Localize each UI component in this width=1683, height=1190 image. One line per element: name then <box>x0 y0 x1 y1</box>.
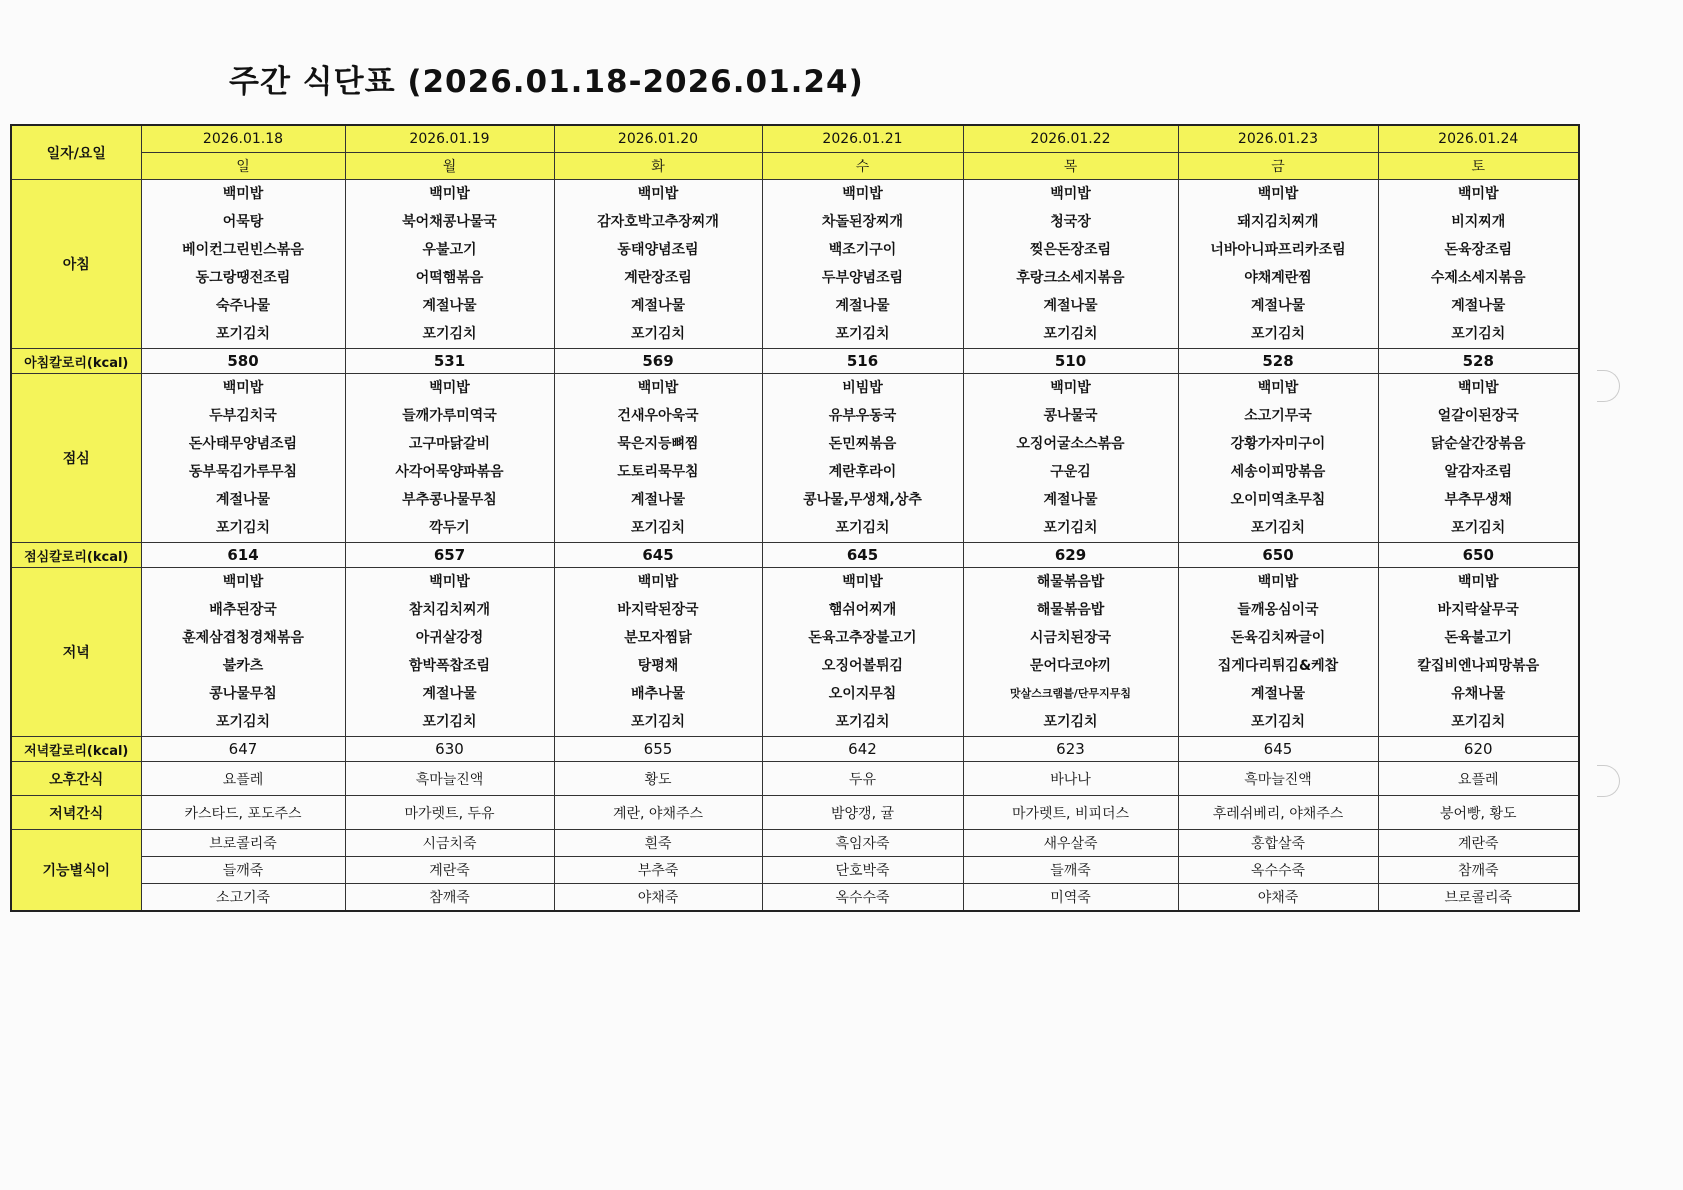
dish-item: 콩나물,무생채,상추 <box>803 492 922 508</box>
dish-item: 돈육불고기 <box>1444 630 1513 646</box>
functional-diet-item: 야채죽 <box>1178 884 1378 912</box>
lunch-kcal-value: 650 <box>1378 543 1579 568</box>
dish-item: 후랑크소세지볶음 <box>1016 270 1125 286</box>
breakfast-kcal-value: 510 <box>963 349 1178 374</box>
dish-item: 차돌된장찌개 <box>821 214 904 230</box>
dish-item: 포기김치 <box>1250 714 1306 730</box>
functional-diet-label: 기능별식이 <box>11 830 141 912</box>
dish-item: 백미밥 <box>1457 186 1499 202</box>
dish-item: 배추된장국 <box>209 602 277 618</box>
dish-item: 어떡햄볶음 <box>415 270 484 286</box>
afternoon-snack-item: 요플레 <box>141 762 345 796</box>
date-header: 2026.01.21 <box>762 125 963 153</box>
dinner-kcal-value: 655 <box>554 737 762 762</box>
evening-snack-item: 밤양갱, 귤 <box>762 796 963 830</box>
dish-item: 포기김치 <box>422 326 477 342</box>
dish-item: 비지찌개 <box>1451 214 1506 230</box>
dish-item: 알감자조림 <box>1444 464 1513 480</box>
breakfast-kcal-label: 아침칼로리(kcal) <box>11 349 141 374</box>
dish-item: 백미밥 <box>1050 380 1091 396</box>
functional-diet-item: 미역죽 <box>963 884 1178 912</box>
dish-item: 불카츠 <box>222 658 264 674</box>
weekday-header: 토 <box>1378 153 1579 180</box>
dish-item: 백미밥 <box>637 574 679 590</box>
dish-item: 바지락살무국 <box>1437 602 1519 618</box>
date-header: 2026.01.19 <box>345 125 554 153</box>
dish-item: 오징어볼튀김 <box>821 658 904 674</box>
dish-item: 비빔밥 <box>842 380 883 396</box>
weekday-header: 금 <box>1178 153 1378 180</box>
dish-item: 어묵탕 <box>222 214 264 230</box>
lunch-kcal-value: 657 <box>345 543 554 568</box>
dish-item: 돈육고추장불고기 <box>808 630 917 646</box>
dish-item: 포기김치 <box>630 520 686 536</box>
dinner-menu-cell <box>345 568 554 737</box>
dish-item: 포기김치 <box>1250 520 1306 536</box>
dish-item: 계절나물 <box>1250 686 1306 702</box>
dish-item: 돼지김치찌개 <box>1237 214 1319 230</box>
dish-item: 분모자찜닭 <box>624 630 692 646</box>
dish-item: 콩나물무침 <box>209 686 277 702</box>
dish-item: 함박폭찹조림 <box>408 658 491 674</box>
dish-item: 계절나물 <box>215 492 271 508</box>
dish-item: 너바아니파프리카조림 <box>1210 242 1346 258</box>
dish-item: 청국장 <box>1050 214 1091 230</box>
dish-item: 묵은지등뼈찜 <box>617 436 699 452</box>
afternoon-snack-item: 흑마늘진액 <box>345 762 554 796</box>
dish-item: 유채나물 <box>1451 686 1506 702</box>
lunch-kcal-value: 629 <box>963 543 1178 568</box>
dinner-kcal-value: 645 <box>1178 737 1378 762</box>
dish-item: 깍두기 <box>429 520 470 536</box>
functional-diet-item: 브로콜리죽 <box>1378 884 1579 912</box>
dish-item: 포기김치 <box>630 714 686 730</box>
dinner-kcal-value: 620 <box>1378 737 1579 762</box>
lunch-kcal-label: 점심칼로리(kcal) <box>11 543 141 568</box>
dish-item: 얼갈이된장국 <box>1437 408 1519 424</box>
dinner-menu-cell <box>141 568 345 737</box>
dish-item: 백미밥 <box>637 186 679 202</box>
dish-item: 콩나물국 <box>1043 408 1098 424</box>
date-header: 2026.01.18 <box>141 125 345 153</box>
dish-item: 오이지무침 <box>828 686 897 702</box>
dish-item: 배추나물 <box>630 686 686 702</box>
dish-item: 돈민찌볶음 <box>828 436 897 452</box>
dish-item: 백미밥 <box>222 380 264 396</box>
afternoon-snack-item: 두유 <box>762 762 963 796</box>
dish-item: 계절나물 <box>630 298 686 314</box>
dish-item: 구운김 <box>1050 464 1091 480</box>
dish-item: 세송이피망볶음 <box>1230 464 1326 480</box>
lunch-menu-cell <box>1378 374 1579 543</box>
dish-item: 훈제삼겹청경채볶음 <box>182 630 304 646</box>
dish-item: 포기김치 <box>630 326 686 342</box>
dinner-menu-cell <box>1178 568 1378 737</box>
dish-item: 두부양념조림 <box>821 270 904 286</box>
dish-item: 오이미역초무침 <box>1230 492 1326 508</box>
functional-diet-item: 소고기죽 <box>141 884 345 912</box>
dish-item: 포기김치 <box>835 326 890 342</box>
date-header: 2026.01.23 <box>1178 125 1378 153</box>
lunch-kcal-value: 614 <box>141 543 345 568</box>
dish-item: 도토리묵무침 <box>617 464 699 480</box>
dish-item: 계절나물 <box>422 298 477 314</box>
evening-snack-item: 붕어빵, 황도 <box>1378 796 1579 830</box>
dish-item: 포기김치 <box>215 714 271 730</box>
lunch-menu-cell <box>762 374 963 543</box>
functional-diet-item: 참깨죽 <box>1378 857 1579 884</box>
date-header: 2026.01.22 <box>963 125 1178 153</box>
dinner-menu-cell <box>963 568 1178 737</box>
afternoon-snack-item: 흑마늘진액 <box>1178 762 1378 796</box>
dish-item: 고구마닭갈비 <box>408 436 491 452</box>
dish-item: 백미밥 <box>1257 380 1299 396</box>
weekday-header: 월 <box>345 153 554 180</box>
date-header: 2026.01.20 <box>554 125 762 153</box>
dish-item: 포기김치 <box>1043 326 1098 342</box>
dish-item: 참치김치찌개 <box>408 602 491 618</box>
breakfast-kcal-value: 569 <box>554 349 762 374</box>
afternoon-snack-label: 오후간식 <box>11 762 141 796</box>
functional-diet-item: 야채죽 <box>554 884 762 912</box>
dish-item: 베이컨그린빈스볶음 <box>182 242 304 258</box>
dish-item: 백미밥 <box>1457 574 1499 590</box>
dish-item: 문어다코야끼 <box>1029 658 1112 674</box>
dinner-kcal-value: 630 <box>345 737 554 762</box>
dish-item: 계란후라이 <box>828 464 897 480</box>
functional-diet-item: 계란죽 <box>1378 830 1579 857</box>
dish-item: 숙주나물 <box>215 298 271 314</box>
weekday-header: 수 <box>762 153 963 180</box>
dish-item: 포기김치 <box>835 714 890 730</box>
breakfast-menu-cell <box>345 180 554 349</box>
dish-item: 포기김치 <box>1043 520 1098 536</box>
breakfast-label: 아침 <box>11 180 141 349</box>
functional-diet-item: 흰죽 <box>554 830 762 857</box>
dish-item: 포기김치 <box>1451 326 1506 342</box>
dinner-kcal-label: 저녁칼로리(kcal) <box>11 737 141 762</box>
dish-item: 부추무생채 <box>1444 492 1513 508</box>
dish-item: 백미밥 <box>222 186 264 202</box>
dish-item: 계절나물 <box>1451 298 1506 314</box>
dish-item: 계절나물 <box>422 686 477 702</box>
dish-item: 사각어묵양파볶음 <box>395 464 504 480</box>
dish-item: 돈육김치짜글이 <box>1230 630 1326 646</box>
dish-item: 동부묵김가루무침 <box>188 464 298 480</box>
date-header: 2026.01.24 <box>1378 125 1579 153</box>
dinner-menu-cell <box>1378 568 1579 737</box>
dish-item: 백미밥 <box>222 574 264 590</box>
breakfast-kcal-value: 528 <box>1178 349 1378 374</box>
dish-item: 백미밥 <box>842 574 883 590</box>
dish-item: 동태양념조림 <box>617 242 699 258</box>
dish-item: 아귀살강정 <box>415 630 484 646</box>
breakfast-kcal-value: 528 <box>1378 349 1579 374</box>
functional-diet-item: 들깨죽 <box>963 857 1178 884</box>
dish-item: 집게다리튀김&케찹 <box>1217 658 1339 674</box>
functional-diet-item: 단호박죽 <box>762 857 963 884</box>
dish-item: 포기김치 <box>1451 520 1506 536</box>
lunch-label: 점심 <box>11 374 141 543</box>
weekly-menu-table <box>10 124 1580 912</box>
lunch-menu-cell <box>963 374 1178 543</box>
dish-item: 찢은돈장조림 <box>1029 242 1112 258</box>
dish-item: 백미밥 <box>1050 186 1091 202</box>
functional-diet-item: 옥수수죽 <box>1178 857 1378 884</box>
afternoon-snack-item: 바나나 <box>963 762 1178 796</box>
dish-item: 백미밥 <box>1257 574 1299 590</box>
dish-item: 오징어굴소스볶음 <box>1016 436 1125 452</box>
dish-item: 강황가자미구이 <box>1230 436 1326 452</box>
dish-item: 맛살스크램블/단무지무침 <box>1010 687 1131 700</box>
lunch-kcal-value: 650 <box>1178 543 1378 568</box>
dish-item: 바지락된장국 <box>617 602 699 618</box>
binder-hole-mark <box>1597 765 1620 797</box>
dish-item: 해물볶음밥 <box>1036 574 1105 590</box>
functional-diet-item: 흑임자죽 <box>762 830 963 857</box>
breakfast-menu-cell <box>554 180 762 349</box>
dish-item: 포기김치 <box>422 714 477 730</box>
dish-item: 야채계란찜 <box>1244 270 1312 286</box>
dish-item: 포기김치 <box>1451 714 1506 730</box>
functional-diet-item: 참깨죽 <box>345 884 554 912</box>
dish-item: 백조기구이 <box>828 242 897 258</box>
dish-item: 계절나물 <box>1250 298 1306 314</box>
functional-diet-item: 부추죽 <box>554 857 762 884</box>
dish-item: 칼집비엔나피망볶음 <box>1417 658 1540 674</box>
dish-item: 포기김치 <box>215 326 271 342</box>
breakfast-menu-cell <box>963 180 1178 349</box>
dish-item: 소고기무국 <box>1244 408 1312 424</box>
binder-hole-mark <box>1597 370 1620 402</box>
dish-item: 들깨옹심이국 <box>1237 602 1319 618</box>
evening-snack-item: 마가렛트, 두유 <box>345 796 554 830</box>
functional-diet-item: 홍합살죽 <box>1178 830 1378 857</box>
dish-item: 포기김치 <box>215 520 271 536</box>
dish-item: 백미밥 <box>429 380 470 396</box>
functional-diet-item: 계란죽 <box>345 857 554 884</box>
breakfast-kcal-value: 516 <box>762 349 963 374</box>
dish-item: 돈육장조림 <box>1444 242 1513 258</box>
lunch-menu-cell <box>554 374 762 543</box>
dish-item: 탕평채 <box>637 658 679 674</box>
dish-item: 계란장조림 <box>624 270 692 286</box>
dish-item: 계절나물 <box>1043 492 1098 508</box>
evening-snack-item: 후레쉬베리, 야채주스 <box>1178 796 1378 830</box>
evening-snack-item: 마가렛트, 비피더스 <box>963 796 1178 830</box>
dish-item: 햄쉬어찌개 <box>828 602 897 618</box>
dinner-menu-cell <box>554 568 762 737</box>
dish-item: 들깨가루미역국 <box>402 408 497 424</box>
breakfast-menu-cell <box>1378 180 1579 349</box>
dish-item: 유부우동국 <box>828 408 897 424</box>
dish-item: 백미밥 <box>637 380 679 396</box>
dinner-kcal-value: 623 <box>963 737 1178 762</box>
dish-item: 백미밥 <box>842 186 883 202</box>
dish-item: 돈사태무양념조림 <box>188 436 298 452</box>
lunch-menu-cell <box>141 374 345 543</box>
weekday-header: 일 <box>141 153 345 180</box>
breakfast-kcal-value: 531 <box>345 349 554 374</box>
evening-snack-item: 계란, 야채주스 <box>554 796 762 830</box>
dish-item: 백미밥 <box>429 186 470 202</box>
evening-snack-item: 카스타드, 포도주스 <box>141 796 345 830</box>
dish-item: 백미밥 <box>429 574 470 590</box>
dish-item: 계절나물 <box>630 492 686 508</box>
lunch-kcal-value: 645 <box>554 543 762 568</box>
lunch-kcal-value: 645 <box>762 543 963 568</box>
breakfast-kcal-value: 580 <box>141 349 345 374</box>
dish-item: 건새우아욱국 <box>617 408 699 424</box>
evening-snack-label: 저녁간식 <box>11 796 141 830</box>
dish-item: 감자호박고추장찌개 <box>597 214 719 230</box>
dish-item: 계절나물 <box>835 298 890 314</box>
dish-item: 북어채콩나물국 <box>402 214 497 230</box>
dinner-kcal-value: 647 <box>141 737 345 762</box>
dish-item: 부추콩나물무침 <box>402 492 497 508</box>
breakfast-menu-cell <box>141 180 345 349</box>
lunch-menu-cell <box>345 374 554 543</box>
functional-diet-item: 옥수수죽 <box>762 884 963 912</box>
dish-item: 우불고기 <box>422 242 477 258</box>
weekday-header: 목 <box>963 153 1178 180</box>
lunch-menu-cell <box>1178 374 1378 543</box>
dish-item: 두부김치국 <box>209 408 277 424</box>
dish-item: 포기김치 <box>835 520 890 536</box>
page-title: 주간 식단표 (2026.01.18-2026.01.24) <box>229 64 864 100</box>
dinner-label: 저녁 <box>11 568 141 737</box>
corner-label: 일자/요일 <box>11 125 141 180</box>
functional-diet-item: 시금치죽 <box>345 830 554 857</box>
breakfast-menu-cell <box>762 180 963 349</box>
functional-diet-item: 브로콜리죽 <box>141 830 345 857</box>
breakfast-menu-cell <box>1178 180 1378 349</box>
dish-item: 닭순살간장볶음 <box>1430 436 1526 452</box>
dish-item: 백미밥 <box>1457 380 1499 396</box>
dish-item: 수제소세지볶음 <box>1430 270 1526 286</box>
dish-item: 포기김치 <box>1250 326 1306 342</box>
afternoon-snack-item: 황도 <box>554 762 762 796</box>
dish-item: 해물볶음밥 <box>1036 602 1105 618</box>
dish-item: 시금치된장국 <box>1029 630 1112 646</box>
dinner-menu-cell <box>762 568 963 737</box>
dish-item: 포기김치 <box>1043 714 1098 730</box>
functional-diet-item: 들깨죽 <box>141 857 345 884</box>
dish-item: 계절나물 <box>1043 298 1098 314</box>
dish-item: 백미밥 <box>1257 186 1299 202</box>
dinner-kcal-value: 642 <box>762 737 963 762</box>
afternoon-snack-item: 요플레 <box>1378 762 1579 796</box>
dish-item: 동그랑땡전조림 <box>195 270 291 286</box>
weekday-header: 화 <box>554 153 762 180</box>
functional-diet-item: 새우살죽 <box>963 830 1178 857</box>
